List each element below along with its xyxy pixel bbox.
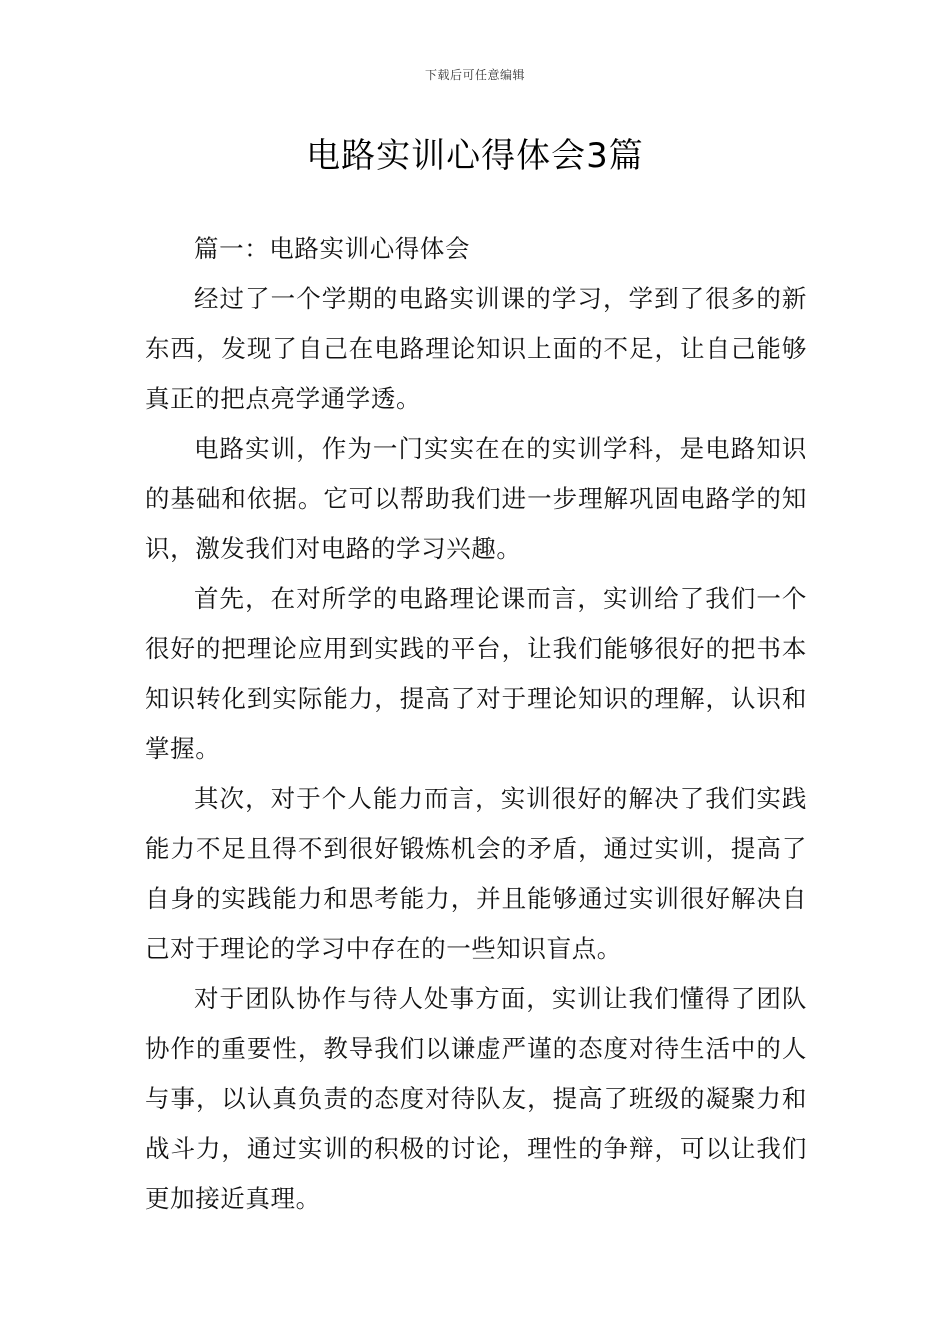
paragraph: 经过了一个学期的电路实训课的学习，学到了很多的新东西，发现了自己在电路理论知识上面的不足，让自己能够真正的把点亮学通学透。 <box>145 284 807 413</box>
header-note: 下载后可任意编辑 <box>424 68 525 82</box>
paragraph: 首先，在对所学的电路理论课而言，实训给了我们一个很好的把理论应用到实践的平台，让我们能够很好的把书本知识转化到实际能力，提高了对于理论知识的理解，认识和掌握。 <box>145 584 807 763</box>
paragraph: 对于团队协作与待人处事方面，实训让我们懂得了团队协作的重要性，教导我们以谦虚严谨的态度对待生活中的人与事，以认真负责的态度对待队友，提高了班级的凝聚力和战斗力，通过实训的积极的讨论，理性的争辩，可以让我们更加接近真理。 <box>145 984 807 1213</box>
section-heading: 篇一：电路实训心得体会 <box>194 234 471 263</box>
document-title: 电路实训心得体会3篇 <box>306 136 644 176</box>
paragraph: 其次，对于个人能力而言，实训很好的解决了我们实践能力不足且得不到很好锻炼机会的矛盾，通过实训，提高了自身的实践能力和思考能力，并且能够通过实训很好解决自己对于理论的学习中存在的一些知识盲点。 <box>145 784 807 963</box>
paragraph: 电路实训，作为一门实实在在的实训学科，是电路知识的基础和依据。它可以帮助我们进一步理解巩固电路学的知识，激发我们对电路的学习兴趣。 <box>145 434 807 563</box>
document-body <box>145 224 807 1224</box>
